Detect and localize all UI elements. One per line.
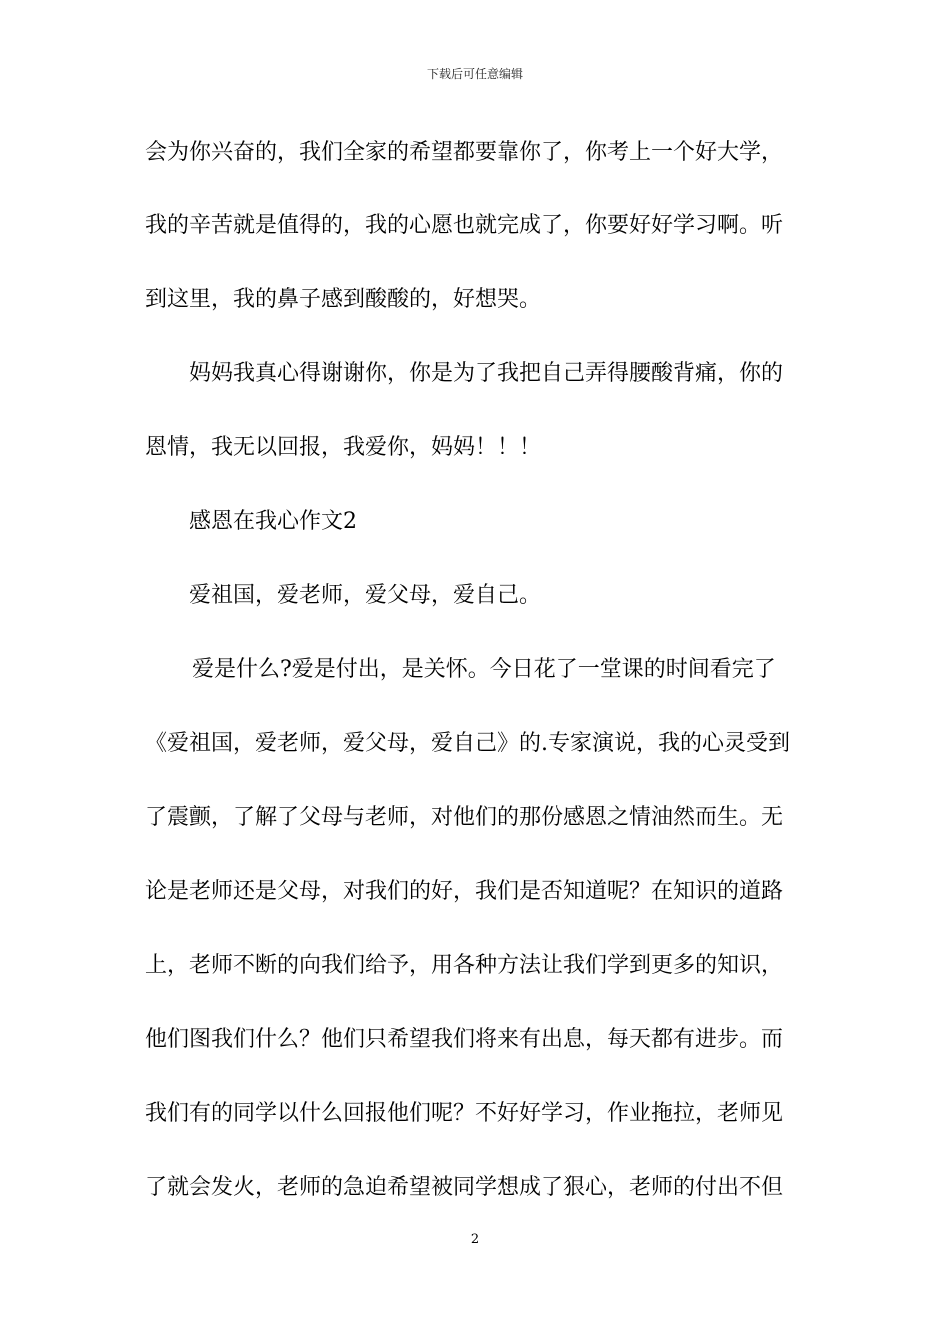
paragraph-first-line: 爱祖国，爱老师，爱父母，爱自己。 <box>189 583 542 608</box>
body-line: 他们图我们什么？他们只希望我们将来有出息，每天都有进步。而 <box>145 1027 784 1052</box>
paragraph-first-line: 妈妈我真心得谢谢你，你是为了我把自己弄得腰酸背痛，你的 <box>189 361 784 386</box>
body-line: 了就会发火，老师的急迫希望被同学想成了狠心，老师的付出不但 <box>145 1175 784 1200</box>
body-line: 了震颤，了解了父母与老师，对他们的那份感恩之情油然而生。无 <box>145 805 784 830</box>
body-line: 我的辛苦就是值得的，我的心愿也就完成了，你要好好学习啊。听 <box>145 213 784 238</box>
paragraph-first-line: 爱是什么?爱是付出，是关怀。今日花了一堂课的时间看完了 <box>192 657 776 682</box>
section-heading: 感恩在我心作文2 <box>189 509 357 534</box>
body-line: 会为你兴奋的，我们全家的希望都要靠你了，你考上一个好大学， <box>145 140 784 165</box>
body-line: 《爱祖国，爱老师，爱父母，爱自己》的.专家演说，我的心灵受到 <box>145 731 790 756</box>
body-line: 上，老师不断的向我们给予，用各种方法让我们学到更多的知识， <box>145 953 784 978</box>
body-line: 恩情，我无以回报，我爱你，妈妈！！！ <box>145 435 542 460</box>
body-line: 到这里，我的鼻子感到酸酸的，好想哭。 <box>145 287 542 312</box>
body-line: 论是老师还是父母，对我们的好，我们是否知道呢？在知识的道路 <box>145 879 784 904</box>
body-line: 我们有的同学以什么回报他们呢？不好好学习，作业拖拉，老师见 <box>145 1101 784 1126</box>
page-number: 2 <box>470 1232 480 1247</box>
page-header: 下载后可任意编辑 <box>426 67 523 81</box>
